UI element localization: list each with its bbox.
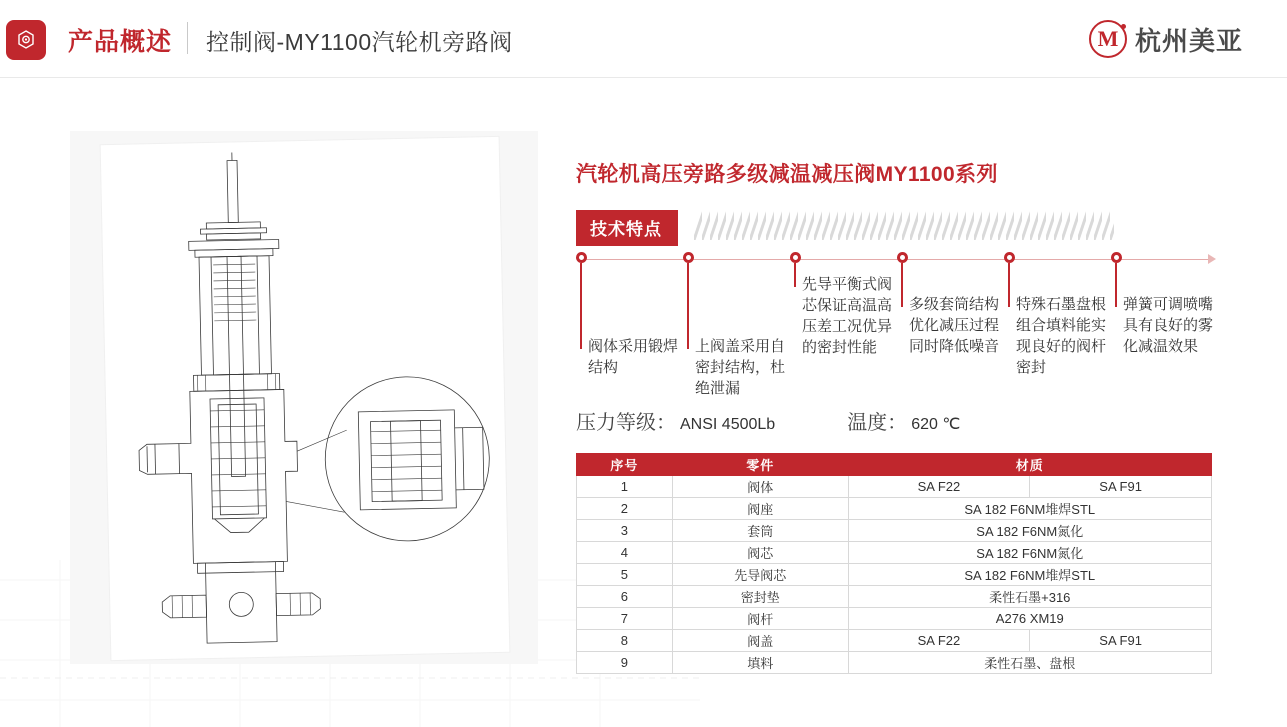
cell-part: 阀盖 bbox=[672, 630, 848, 652]
timeline-stem bbox=[1008, 263, 1010, 307]
feature-tag-label: 技术特点 bbox=[576, 210, 678, 246]
timeline-stem bbox=[580, 263, 582, 349]
table-row bbox=[577, 520, 1212, 542]
table-row bbox=[577, 652, 1212, 674]
temperature-label: 温度： bbox=[847, 412, 908, 434]
timeline-item-6 bbox=[1111, 252, 1219, 355]
cell-material-left: SA F22 bbox=[848, 476, 1030, 498]
timeline-label: 多级套筒结构优化减压过程同时降低噪音 bbox=[909, 296, 1000, 355]
cell-no: 8 bbox=[577, 630, 673, 652]
cell-material: SA 182 F6NM氮化 bbox=[848, 520, 1211, 542]
page-header bbox=[0, 0, 1287, 78]
brand-mark-letter: M bbox=[1097, 26, 1119, 51]
timeline-label: 弹簧可调喷嘴具有良好的雾化减温效果 bbox=[1123, 296, 1214, 355]
brand-logo bbox=[1089, 20, 1243, 58]
cell-no: 9 bbox=[577, 652, 673, 674]
feature-timeline bbox=[576, 252, 1236, 402]
timeline-stem bbox=[687, 263, 689, 349]
hexagon-gear-icon bbox=[6, 20, 46, 60]
timeline-dot-icon bbox=[576, 252, 587, 263]
timeline-label: 先导平衡式阀芯保证高温高压差工况优异的密封性能 bbox=[802, 276, 893, 356]
brand-mark-dot bbox=[1121, 24, 1126, 29]
timeline-label: 特殊石墨盘根组合填料能实现良好的阀杆密封 bbox=[1016, 296, 1107, 376]
cell-part: 填料 bbox=[672, 652, 848, 674]
pressure-class-label: 压力等级： bbox=[576, 412, 676, 434]
cell-part: 套筒 bbox=[672, 520, 848, 542]
cell-no: 3 bbox=[577, 520, 673, 542]
page-title: 产品概述 bbox=[68, 28, 173, 56]
column-header-part: 零件 bbox=[672, 454, 848, 476]
timeline-stem bbox=[794, 263, 796, 287]
temperature-value: 620 ℃ bbox=[911, 416, 961, 433]
spec-row bbox=[576, 406, 1236, 435]
cell-no: 6 bbox=[577, 586, 673, 608]
timeline-item-1 bbox=[576, 252, 684, 376]
cell-no: 1 bbox=[577, 476, 673, 498]
pressure-class-value: ANSI 4500Lb bbox=[680, 416, 776, 433]
cell-no: 5 bbox=[577, 564, 673, 586]
timeline-item-2 bbox=[683, 252, 791, 397]
timeline-dot-icon bbox=[897, 252, 908, 263]
timeline-stem bbox=[901, 263, 903, 307]
timeline-label: 上阀盖采用自密封结构，杜绝泄漏 bbox=[695, 338, 786, 397]
timeline-dot-icon bbox=[790, 252, 801, 263]
cell-material-right: SA F91 bbox=[1030, 476, 1212, 498]
page-subtitle: 控制阀-MY1100汽轮机旁路阀 bbox=[206, 29, 513, 55]
product-series-title: 汽轮机高压旁路多级减温减压阀MY1100系列 bbox=[576, 163, 998, 186]
cell-part: 阀体 bbox=[672, 476, 848, 498]
timeline-item-5 bbox=[1004, 252, 1112, 376]
cell-material-left: SA F22 bbox=[848, 630, 1030, 652]
timeline-item-3 bbox=[790, 252, 898, 356]
cell-material: A276 XM19 bbox=[848, 608, 1211, 630]
cell-material: 柔性石墨+316 bbox=[848, 586, 1211, 608]
cell-material: SA 182 F6NM氮化 bbox=[848, 542, 1211, 564]
valve-sectional-drawing bbox=[101, 137, 510, 660]
drawing-panel bbox=[70, 131, 538, 664]
cell-part: 阀芯 bbox=[672, 542, 848, 564]
material-table bbox=[576, 453, 1212, 674]
feature-tag-row bbox=[576, 210, 1236, 240]
cell-material-right: SA F91 bbox=[1030, 630, 1212, 652]
timeline-item-4 bbox=[897, 252, 1005, 355]
cell-no: 4 bbox=[577, 542, 673, 564]
cell-no: 7 bbox=[577, 608, 673, 630]
cell-part: 阀座 bbox=[672, 498, 848, 520]
cell-part: 阀杆 bbox=[672, 608, 848, 630]
timeline-dot-icon bbox=[1004, 252, 1015, 263]
table-row bbox=[577, 498, 1212, 520]
timeline-stem bbox=[1115, 263, 1117, 307]
table-row bbox=[577, 630, 1212, 652]
table-row bbox=[577, 476, 1212, 498]
timeline-label: 阀体采用锻焊结构 bbox=[588, 338, 679, 376]
cell-material: 柔性石墨、盘根 bbox=[848, 652, 1211, 674]
cell-material: SA 182 F6NM堆焊STL bbox=[848, 564, 1211, 586]
table-header-row bbox=[577, 454, 1212, 476]
timeline-dot-icon bbox=[1111, 252, 1122, 263]
column-header-material: 材质 bbox=[848, 454, 1211, 476]
content-column bbox=[576, 158, 1236, 674]
column-header-no: 序号 bbox=[577, 454, 673, 476]
cell-part: 先导阀芯 bbox=[672, 564, 848, 586]
cell-no: 2 bbox=[577, 498, 673, 520]
hatch-decoration bbox=[694, 210, 1194, 240]
brand-name: 杭州美亚 bbox=[1134, 25, 1243, 56]
table-row bbox=[577, 608, 1212, 630]
brand-mark-icon bbox=[1089, 20, 1127, 58]
title-divider bbox=[187, 22, 188, 54]
cell-material: SA 182 F6NM堆焊STL bbox=[848, 498, 1211, 520]
table-row bbox=[577, 586, 1212, 608]
table-row bbox=[577, 564, 1212, 586]
table-row bbox=[577, 542, 1212, 564]
timeline-dot-icon bbox=[683, 252, 694, 263]
cell-part: 密封垫 bbox=[672, 586, 848, 608]
